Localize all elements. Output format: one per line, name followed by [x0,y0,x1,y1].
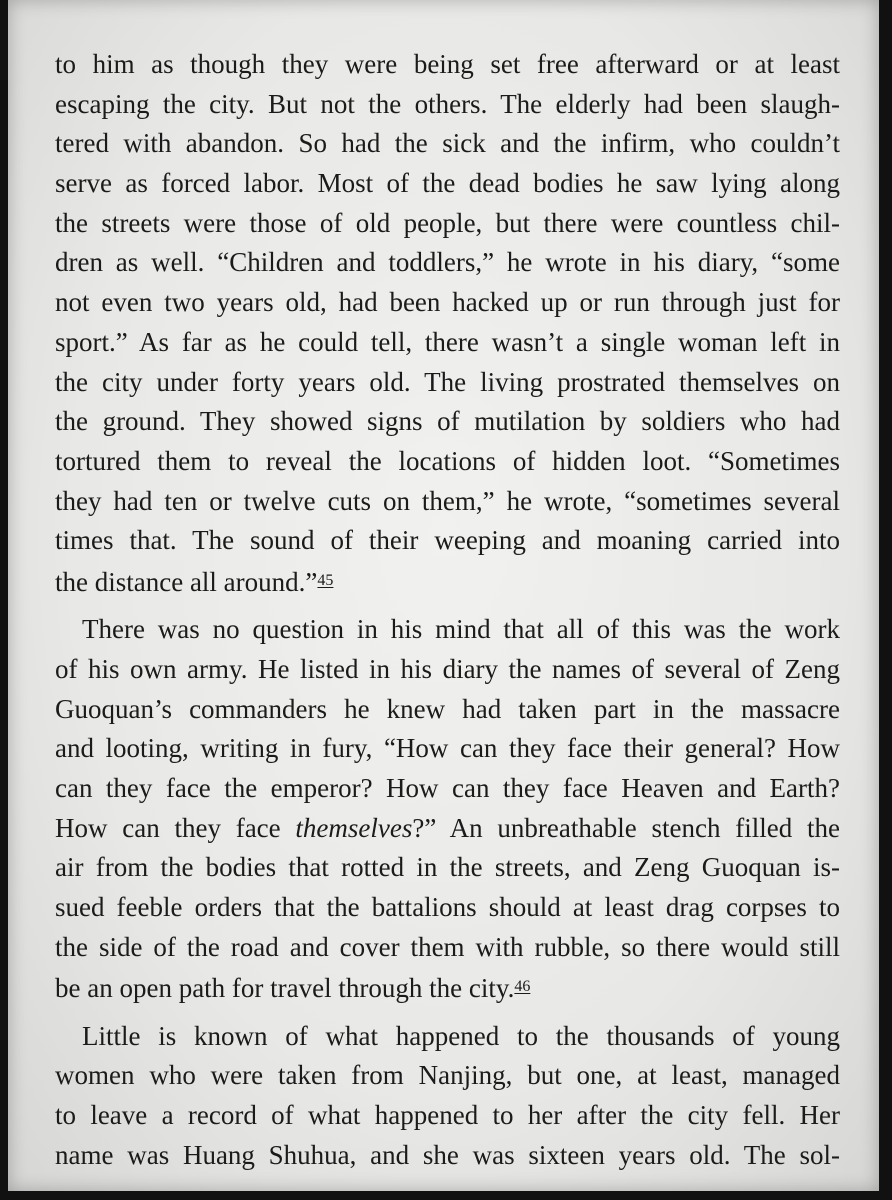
text-line: the city under forty years old. The living prostrated themselves on [55,366,840,397]
text-line [55,967,840,1007]
text-line-content: ?” An unbreathable stench filled the [412,812,840,843]
text-line: air from the bodies that rotted in the streets, and Zeng Guoquan is- [55,852,840,883]
text-line-content: the distance all around.” [55,566,318,597]
paragraph-2 [55,610,840,1007]
body-text [55,45,840,1175]
footnote-link-46[interactable]: 46 [514,978,531,996]
text-line: Guoquan’s commanders he knew had taken part in the massacre [55,693,840,724]
text-line: tered with abandon. So had the sick and the infirm, who couldn’t [55,128,840,159]
text-line: sued feeble orders that the battalions should at least drag corpses to [55,891,840,922]
text-line: times that. The sound of their weeping and moaning carried into [55,525,840,556]
text-line: sport.” As far as he could tell, there wasn’t a single woman left in [55,326,840,357]
text-line: tortured them to reveal the locations of hidden loot. “Sometimes [55,445,840,476]
text-line [55,561,840,601]
text-line: to him as though they were being set free afterward or at least [55,49,840,79]
footnote-link-45[interactable]: 45 [317,571,334,589]
text-line: the side of the road and cover them with rubble, so there would still [55,931,840,962]
text-line: escaping the city. But not the others. The elderly had been slaugh- [55,88,840,119]
text-line: and looting, writing in fury, “How can they face their general? How [55,733,840,764]
text-line: women who were taken from Nanjing, but one, at least, managed [55,1060,840,1091]
text-line: the ground. They showed signs of mutilation by soldiers who had [55,406,840,437]
text-line: can they face the emperor? How can they face Heaven and Earth? [55,772,840,803]
emphasis-text: themselves [295,812,413,843]
text-line-content: How can they face [55,812,296,843]
text-line-content: be an open path for travel through the city. [55,973,515,1004]
text-line: to leave a record of what happened to her after the city fell. Her [55,1099,840,1130]
text-line: Little is known of what happened to the thousands of young [82,1020,840,1051]
text-line: There was no question in his mind that all of this was the work [82,614,840,645]
paragraph-1 [55,45,840,601]
paragraph-3 [55,1017,840,1176]
text-line: the streets were those of old people, but there were countless chil- [55,207,840,238]
text-line: dren as well. “Children and toddlers,” he wrote in his diary, “some [55,247,840,278]
text-line: they had ten or twelve cuts on them,” he wrote, “sometimes several [55,485,840,516]
text-line [55,809,840,849]
text-line: serve as forced labor. Most of the dead bodies he saw lying along [55,168,840,199]
text-line: name was Huang Shuhua, and she was sixteen years old. The sol- [55,1139,840,1170]
book-page [8,0,879,1191]
text-line: not even two years old, had been hacked up or run through just for [55,287,840,318]
text-line: of his own army. He listed in his diary the names of several of Zeng [55,653,840,684]
